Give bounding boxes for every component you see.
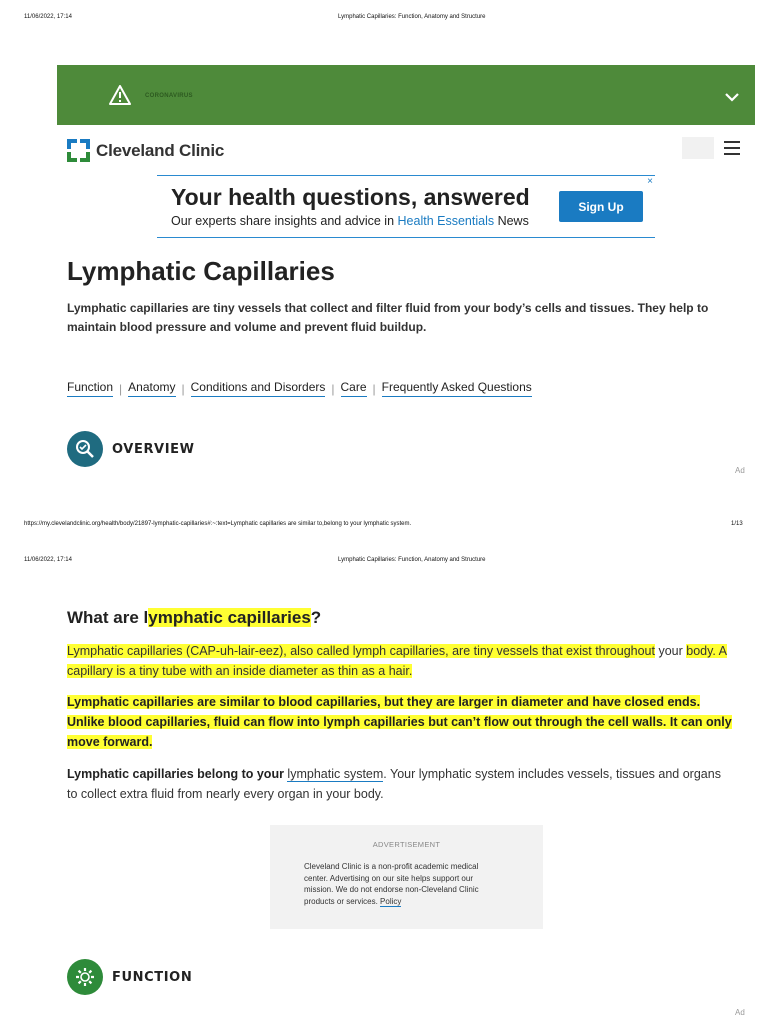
print-date: 11/06/2022, 17:14 [24,14,72,20]
ad-label: Ad [735,466,745,475]
search-box[interactable] [682,137,714,159]
lymphatic-system-link[interactable]: lymphatic system [287,767,384,781]
ad-disclaimer: Cleveland Clinic is a non-profit academic medical center. Advertising on our site helps support our mission. We do not endorse non-Cleveland Clinic products or services. Policy [304,862,479,906]
ad-label: Ad [735,1008,745,1017]
table-of-contents: Function | Anatomy | Conditions and Disorders | Care | Frequently Asked Questions [67,380,532,396]
magnifier-icon [67,431,103,467]
toc-anatomy[interactable]: Anatomy [128,380,175,397]
chevron-down-icon[interactable] [725,89,739,107]
coronavirus-banner[interactable] [57,65,755,125]
brand-name: Cleveland Clinic [96,140,225,160]
print-page-number: 1/13 [731,521,743,527]
print-url: https://my.clevelandclinic.org/health/body/21897-lymphatic-capillaries#:~:text=Lymphatic capillaries are similar to,belong to your lymphatic system. [24,521,412,527]
section-heading: What are lymphatic capillaries? [67,608,322,627]
overview-heading [67,431,195,467]
policy-link[interactable]: Policy [380,896,402,906]
overview-label: OVERVIEW [112,441,195,457]
logo-mark-icon [67,139,90,162]
gear-icon [67,959,103,995]
print-date: 11/06/2022, 17:14 [24,557,72,563]
toc-conditions[interactable]: Conditions and Disorders [191,380,326,397]
ad-caption: ADVERTISEMENT [372,840,441,849]
print-title: Lymphatic Capillaries: Function, Anatomy and Structure [338,14,486,20]
close-icon[interactable]: × [647,176,653,187]
menu-icon[interactable] [724,141,740,159]
newsletter-ad [157,175,655,238]
ad-subtext: Our experts share insights and advice in Health Essentials News [171,214,529,228]
paragraph-3: Lymphatic capillaries belong to your lymphatic system. Your lymphatic system includes vessels, tissues and organs to collect extra fluid from nearly every organ in your body. [67,767,721,801]
page-title: Lymphatic Capillaries [67,256,335,286]
warning-icon [109,85,131,110]
cleveland-clinic-logo[interactable] [67,139,224,162]
toc-function[interactable]: Function [67,380,113,397]
paragraph-1: Lymphatic capillaries (CAP-uh-lair-eez), also called lymph capillaries, are tiny vessels that exist throughout your body. A capillary is a tiny tube with an inside diameter as thin as a hair. [67,644,728,678]
toc-faq[interactable]: Frequently Asked Questions [382,380,532,397]
print-title: Lymphatic Capillaries: Function, Anatomy and Structure [338,557,486,563]
ad-headline: Your health questions, answered [171,184,530,210]
article-intro: Lymphatic capillaries are tiny vessels that collect and filter fluid from your body’s cells and tissues. They help to maintain blood pressure and volume and prevent fluid buildup. [67,301,709,334]
function-heading [67,959,192,995]
advertisement-box [270,825,543,929]
paragraph-2: Lymphatic capillaries are similar to blood capillaries, but they are larger in diameter and have closed ends. Unlike blood capillaries, fluid can flow into lymph capillaries but can’t flow out through the cell walls. It can only move forward. [67,695,732,749]
function-label: FUNCTION [112,969,193,985]
health-essentials-link[interactable]: Health Essentials [397,214,495,228]
banner-label: CORONAVIRUS [145,93,193,99]
sign-up-button[interactable]: Sign Up [559,191,643,222]
toc-care[interactable]: Care [341,380,367,397]
